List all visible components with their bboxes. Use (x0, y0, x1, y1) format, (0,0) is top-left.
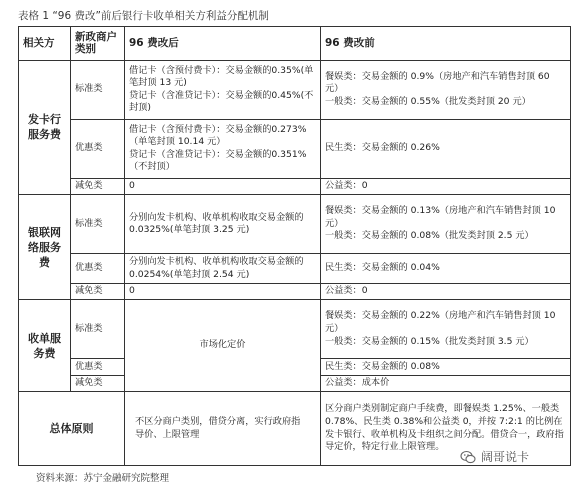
before-cell: 餐娱类：交易金额的 0.22%（房地产和汽车销售封顶 10 元） 一般类：交易金额的 0.15%（批发类封顶 3.5 元） (321, 300, 571, 359)
header-after: 96 费改后 (125, 27, 321, 61)
before-cell: 民生类：交易金额的 0.04% (321, 254, 571, 284)
category-cell: 减免类 (71, 283, 125, 299)
fee-distribution-table (18, 26, 571, 466)
table-row (19, 178, 571, 194)
before-cell: 餐娱类：交易金额的 0.9%（房地产和汽车销售封顶 60 元） 一般类：交易金额的 0.55%（批发类封顶 20 元） (321, 60, 571, 119)
category-cell: 标准类 (71, 60, 125, 119)
before-cell: 餐娱类：交易金额的 0.13%（房地产和汽车销售封顶 10 元） 一般类：交易金额的 0.08%（批发类封顶 2.5 元） (321, 195, 571, 254)
after-cell: 借记卡（含预付费卡）：交易金额的0.35%(单笔封顶 13 元) 贷记卡（含准贷记卡）：交易金额的0.45%(不封顶) (125, 60, 321, 119)
party-issuer-fee: 发卡行服务费 (19, 60, 71, 194)
table-row (19, 283, 571, 299)
before-cell: 公益类：成本价 (321, 375, 571, 391)
after-cell: 不区分商户类别，借贷分离，实行政府指导价、上限管理 (125, 392, 321, 466)
after-cell: 0 (125, 283, 321, 299)
category-cell: 优惠类 (71, 254, 125, 284)
watermark-text: 阔哥说卡 (481, 450, 530, 464)
table-caption: 表格 1 “96 费改”前后银行卡收单相关方利益分配机制 (18, 10, 269, 22)
after-cell: 分别向发卡机构、收单机构收取交易金额的 0.0254%(单笔封顶 2.54 元) (125, 254, 321, 284)
category-cell: 优惠类 (71, 119, 125, 178)
before-cell: 公益类：0 (321, 283, 571, 299)
after-cell: 借记卡（含预付费卡）：交易金额的0.273%（单笔封顶 10.14 元） 贷记卡（含准贷记卡）：交易金额的0.351%（不封顶） (125, 119, 321, 178)
before-cell: 民生类：交易金额的 0.08% (321, 359, 571, 375)
category-cell: 优惠类 (71, 359, 125, 375)
before-cell: 民生类：交易金额的 0.26% (321, 119, 571, 178)
party-unionpay-fee: 银联网络服务费 (19, 195, 71, 300)
table-row (19, 119, 571, 178)
header-party: 相关方 (19, 27, 71, 61)
source-note: 资料来源：苏宁金融研究院整理 (36, 473, 170, 484)
table-row (19, 254, 571, 284)
table-row (19, 60, 571, 119)
category-cell: 减免类 (71, 178, 125, 194)
party-acquirer-fee: 收单服务费 (19, 300, 71, 392)
after-cell: 分别向发卡机构、收单机构收取交易金额的 0.0325%(单笔封顶 3.25 元) (125, 195, 321, 254)
watermark (460, 448, 529, 465)
before-cell: 公益类：0 (321, 178, 571, 194)
table-header-row (19, 27, 571, 61)
party-principle: 总体原则 (19, 392, 125, 466)
header-before: 96 费改前 (321, 27, 571, 61)
after-cell: 0 (125, 178, 321, 194)
wechat-icon (460, 449, 476, 465)
header-category: 新政商户类别 (71, 27, 125, 61)
category-cell: 标准类 (71, 300, 125, 359)
table-row (19, 195, 571, 254)
category-cell: 减免类 (71, 375, 125, 391)
category-cell: 标准类 (71, 195, 125, 254)
after-cell-market-pricing: 市场化定价 (125, 300, 321, 392)
table-row (19, 300, 571, 359)
before-cell: 区分商户类别制定商户手续费，即餐娱类 1.25%、一般类 0.78%、民生类 0.38%和公益类 0，并按 7:2:1 的比例在发卡银行、收单机构及卡组织之间分配。借贷合一，政府指导定价，特定行业上限管理。 (321, 392, 571, 466)
